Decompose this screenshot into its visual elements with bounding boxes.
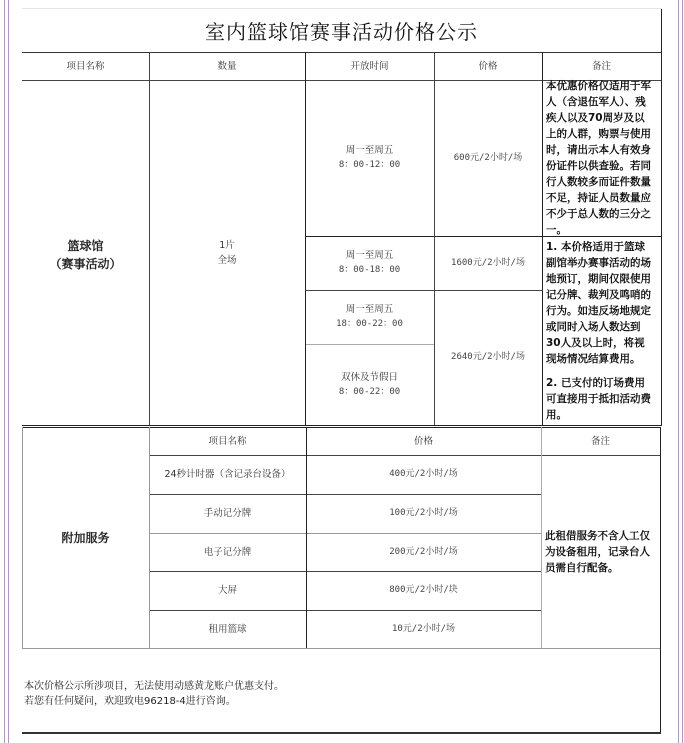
event-note [543,236,661,425]
price-cell: 1600元/2小时/场 [451,257,525,268]
header-remarks: 备注 [591,60,611,72]
time-hours: 8：00-12：00 [338,160,401,170]
header-item-name: 项目名称 [66,60,105,72]
time-hours: 8：00-22：00 [338,386,401,397]
price-cell: 2640元/2小时/场 [451,352,525,362]
quantity-unit: 全场 [217,254,237,266]
addon-item-name: 24秒计时器（含记录台设备） [164,469,291,480]
divider [661,9,662,426]
item-name-cell [22,80,149,425]
header-open-time: 开放时间 [350,60,389,72]
quantity-cell [149,80,305,425]
time-slot-row [305,344,434,425]
addon-item-price: 400元/2小时/场 [389,469,458,479]
header-price: 价格 [478,60,498,72]
addon-header-price: 价格 [413,435,433,447]
addon-item-price: 10元/2小时/场 [391,623,456,634]
footer-notice [24,648,661,732]
footer-line-contact: 若您有任何疑问，欢迎致电96218-4进行咨询。 [24,696,236,707]
time-days: 双休及节假日 [340,371,398,383]
addon-item-name: 手动记分牌 [203,508,252,519]
divider [22,732,661,734]
time-hours: 8：00-18：00 [338,265,401,275]
addon-note [542,455,660,648]
page-right-border [678,0,683,743]
time-days: 周一至周五 [345,250,394,261]
time-hours: 18：00-22：00 [336,319,403,329]
page-left-border [4,0,9,743]
price-cell: 600元/2小时/场 [453,152,523,163]
addon-header-name: 项目名称 [208,435,247,447]
discount-note-text: 本优惠价格仅适用于军人（含退伍军人）、残疾人以及70周岁及以上的人群，购票与使用时，请出示本人有效身份证件以供查验。若同行人数较多而证件数量不足，持证人员数量应不少于总人数的三分之一。 [546,80,651,236]
addon-item-price: 200元/2小时/场 [389,546,458,557]
item-subname: （赛事活动） [49,256,122,271]
time-slot-row [305,290,434,344]
divider [22,425,662,426]
time-days: 周一至周五 [345,304,394,315]
time-slot-row [305,236,434,290]
item-name: 篮球馆 [67,238,104,253]
addon-section-label: 附加服务 [61,530,110,545]
header-quantity: 数量 [217,60,237,72]
addon-note-text: 此租借服务不含人工仅为设备租用，记录台人员需自行配备。 [545,529,650,574]
discount-note [543,80,661,236]
addon-item-price: 100元/2小时/场 [389,508,458,518]
footer-line-payment: 本次价格公示所涉项目，无法使用动感黄龙账户优惠支付。 [24,681,284,692]
event-note-1: 1. 本价格适用于篮球副馆举办赛事活动的场地预订，期间仅限使用记分牌、裁判及鸣哨的行为。如违反场地规定或同时入场人数达到30人及以上时，将视现场情况结算费用。 [546,240,651,365]
time-days: 周一至周五 [345,145,394,156]
addon-item-name: 租用篮球 [208,623,247,635]
addon-item-name: 大屏 [217,585,237,596]
time-slot-row [305,80,434,236]
addon-item-price: 800元/2小时/块 [389,585,458,595]
event-note-2: 2. 已支付的订场费用可直接用于抵扣活动费用。 [546,376,651,421]
addon-item-name: 电子记分牌 [203,546,252,558]
page-title: 室内篮球馆赛事活动价格公示 [22,9,662,52]
quantity-count: 1片 [219,239,235,251]
addon-header-remarks: 备注 [590,435,610,447]
